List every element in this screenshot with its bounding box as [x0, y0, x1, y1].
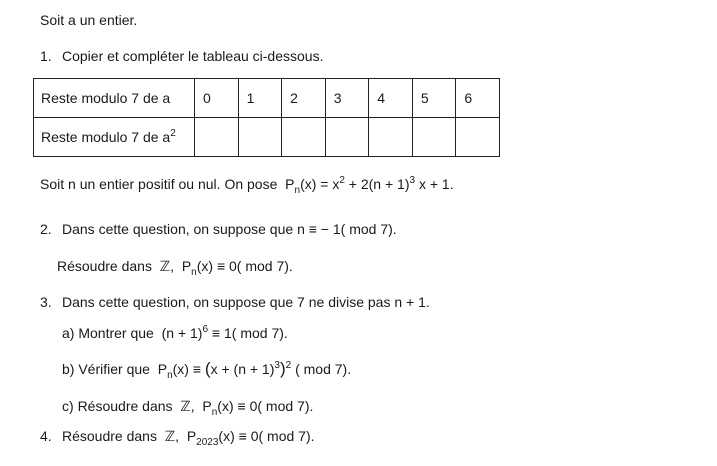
question-3 [40, 293, 430, 311]
question-3a-text: Montrer que [78, 325, 154, 341]
question-3c [62, 397, 314, 418]
header-cell-0: 0 [195, 79, 239, 118]
definition-text: Soit n un entier positif ou nul. On pose [40, 176, 278, 192]
question-2 [40, 220, 397, 238]
question-4-number: 4. [40, 428, 52, 444]
question-1-number: 1. [40, 48, 52, 64]
header-cell-1: 1 [238, 79, 282, 118]
row1-label: Reste modulo 7 de a [34, 79, 195, 118]
question-3b-math: $P_n(x) \equiv (x + (n + 1)^3)^2$ ( mod 7). [153, 359, 352, 381]
header-cell-2: 2 [282, 79, 326, 118]
question-3a-math: $(n + 1)^6 \equiv 1$( mod 7). [157, 324, 288, 341]
question-3c-text: Résoudre dans [77, 398, 173, 414]
header-cell-3: 3 [325, 79, 369, 118]
header-cell-4: 4 [369, 79, 413, 118]
question-3c-label: c) [62, 398, 74, 414]
header-cell-5: 5 [412, 79, 456, 118]
question-2-number: 2. [40, 221, 52, 237]
empty-cell [456, 118, 500, 157]
empty-cell [238, 118, 282, 157]
question-3b-text: Vérifier que [78, 361, 150, 377]
remainder-table [33, 78, 500, 157]
question-4 [40, 427, 315, 448]
empty-cell [412, 118, 456, 157]
question-2-text: Dans cette question, on suppose que [62, 221, 294, 237]
question-3a-label: a) [62, 325, 75, 341]
question-1-text: Copier et compléter le tableau ci-dessous. [62, 48, 324, 64]
empty-cell [369, 118, 413, 157]
definition-line [40, 175, 454, 196]
question-3a [62, 324, 288, 342]
question-3b-label: b) [62, 361, 75, 377]
question-1 [40, 47, 323, 65]
empty-cell [325, 118, 369, 157]
question-4-text: Résoudre dans [62, 428, 157, 444]
question-3-condition: n + 1. [394, 294, 430, 310]
question-2-subpart [57, 257, 293, 278]
question-3b [62, 359, 352, 381]
header-cell-6: 6 [456, 79, 500, 118]
question-4-math: ℤ, $P_{2023}(x) \equiv 0$( mod 7). [160, 428, 315, 448]
empty-cell [282, 118, 326, 157]
row2-label: Reste modulo 7 de $a^2$ [34, 118, 195, 157]
question-3-text: Dans cette question, on suppose que 7 ne divise pas [62, 294, 391, 310]
question-2-sub-math: ℤ, $P_n(x) \equiv 0$( mod 7). [155, 258, 293, 278]
table-row [34, 79, 500, 118]
empty-cell [195, 118, 239, 157]
question-2-sub-text: Résoudre dans [57, 258, 152, 274]
intro-text: Soit a un entier. [40, 12, 138, 28]
question-3c-math: ℤ, $P_n(x) \equiv 0$( mod 7). [176, 398, 314, 418]
polynomial-definition: $P_n(x) = x^2 + 2(n + 1)^3$ x + 1. [285, 175, 454, 196]
table-row [34, 118, 500, 157]
question-3-number: 3. [40, 294, 52, 310]
question-2-condition: n ≡ − 1( mod 7). [297, 221, 397, 237]
